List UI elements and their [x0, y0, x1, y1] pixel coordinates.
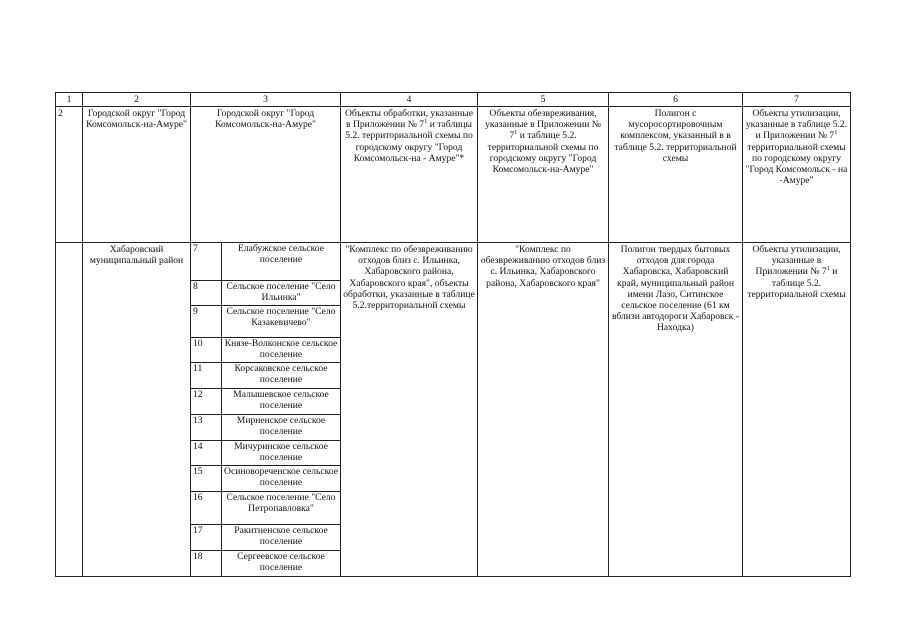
utilization-cell	[743, 107, 851, 243]
column-number: 1	[56, 93, 83, 107]
settlement-number: 8	[191, 280, 222, 305]
superscript: 1	[514, 129, 518, 137]
settlement-name: Князе-Волконское сельское поселение	[222, 337, 341, 362]
landfill-cell: Полигон твердых бытовых отходов для города Хабаровска, Хабаровский край, муниципальный район имени Лазо, Ситинское сельское поселение (61 км вблизи автодороги Хабаровск - Находка)	[609, 243, 743, 577]
settlement-number: 13	[191, 414, 222, 440]
settlement-name: Осиновореченское сельское поселение	[222, 465, 341, 491]
settlement-name: Сельское поселение "Село Петропавловка"	[222, 491, 341, 524]
neutralization-cell	[478, 107, 609, 243]
table-row	[56, 107, 851, 243]
column-number: 2	[83, 93, 191, 107]
settlement-name: Корсаковское сельское поселение	[222, 362, 341, 388]
processing-cell: "Комплекс по обезвреживанию отходов близ с. Ильинка, Хабаровского района, Хабаровского края", объекты обработки, указанные в таблице 5.2.территориальной схемы	[341, 243, 478, 577]
settlement-number: 14	[191, 440, 222, 465]
settlement-number: 16	[191, 491, 222, 524]
superscript: 1	[826, 265, 830, 273]
landfill-cell: Полигон с мусоросортировочным комплексом, указанный в в таблице 5.2. территориальной схемы	[609, 107, 743, 243]
distribution-table	[55, 92, 851, 577]
district-cell: Хабаровский муниципальный район	[83, 243, 191, 577]
processing-cell	[341, 107, 478, 243]
settlement-number: 11	[191, 362, 222, 388]
settlement-number: 15	[191, 465, 222, 491]
text-part: Объекты обработки, указанные в Приложении № 7	[344, 108, 474, 131]
text-part: Объекты обезвреживания, указанные в Приложении № 7	[485, 108, 601, 142]
settlement-row	[191, 465, 340, 491]
column-number: 5	[478, 93, 609, 107]
settlement-row	[191, 550, 340, 576]
settlements-cell	[191, 243, 341, 577]
settlement-name: Сельское поселение "Село Казакевичево"	[222, 305, 341, 337]
text-part: и таблице 5.2. территориальной схемы	[747, 266, 846, 300]
settlements-subtable	[191, 243, 340, 576]
settlement-row	[191, 337, 340, 362]
neutralization-cell: "Комплекс по обезвреживанию отходов близ с. Ильинка, Хабаровского района, Хабаровского края"	[478, 243, 609, 577]
settlement-name: Елабужское сельское поселение	[238, 243, 324, 266]
settlement-row	[191, 440, 340, 465]
table-row	[56, 243, 851, 577]
text-part: территориальной схемы по городскому округу "Город Комсомольск - на -Амуре"	[745, 141, 848, 187]
settlement-row	[191, 524, 340, 550]
column-number-row	[56, 93, 851, 107]
column-number: 7	[743, 93, 851, 107]
settlement-row	[191, 280, 340, 305]
settlement-row	[191, 388, 340, 414]
settlement-row	[191, 414, 340, 440]
text-part: Объекты утилизации, указанные в таблице 5.2. и Приложении № 7	[745, 108, 848, 142]
superscript: 1	[834, 129, 838, 137]
settlement-name: Мирненское сельское поселение	[222, 414, 341, 440]
settlement-name: Сельское поселение "Село Ильинка"	[222, 280, 341, 305]
settlement-number: 10	[191, 337, 222, 362]
column-number: 6	[609, 93, 743, 107]
text-part: Объекты утилизации, указанные в Приложении № 7	[752, 244, 841, 278]
settlement-name: Мичуринское сельское поселение	[222, 440, 341, 465]
settlement-row	[191, 305, 340, 337]
row-number	[56, 243, 83, 577]
settlement-number: 7	[191, 243, 222, 280]
column-number: 4	[341, 93, 478, 107]
settlement-number: 18	[191, 550, 222, 576]
settlement-number: 12	[191, 388, 222, 414]
text-part: и таблицы 5.2. территориальной схемы по городскому округу "Город Комсомольск-на - Амуре"*	[345, 119, 473, 164]
row-number: 2	[56, 107, 83, 243]
settlement-number: 17	[191, 524, 222, 550]
column-number: 3	[191, 93, 341, 107]
district-cell: Городской округ "Город Комсомольск-на-Амуре"	[83, 107, 191, 243]
settlement-name: Ракитненское сельское поселение	[222, 524, 341, 550]
settlement-row	[191, 243, 340, 280]
settlement-cell: Городской округ "Город Комсомольск-на-Амуре"	[191, 107, 341, 243]
superscript: 1	[424, 118, 428, 126]
text-part: и таблице 5.2. территориальной схемы по городскому округу "Город Комсомольск-на-Амуре"	[487, 130, 599, 176]
settlement-name: Малышевское сельское поселение	[222, 388, 341, 414]
utilization-cell	[743, 243, 851, 577]
settlement-number: 9	[191, 305, 222, 337]
settlement-row	[191, 491, 340, 524]
settlement-row	[191, 362, 340, 388]
settlement-name: Сергеевское сельское поселение	[222, 550, 341, 576]
